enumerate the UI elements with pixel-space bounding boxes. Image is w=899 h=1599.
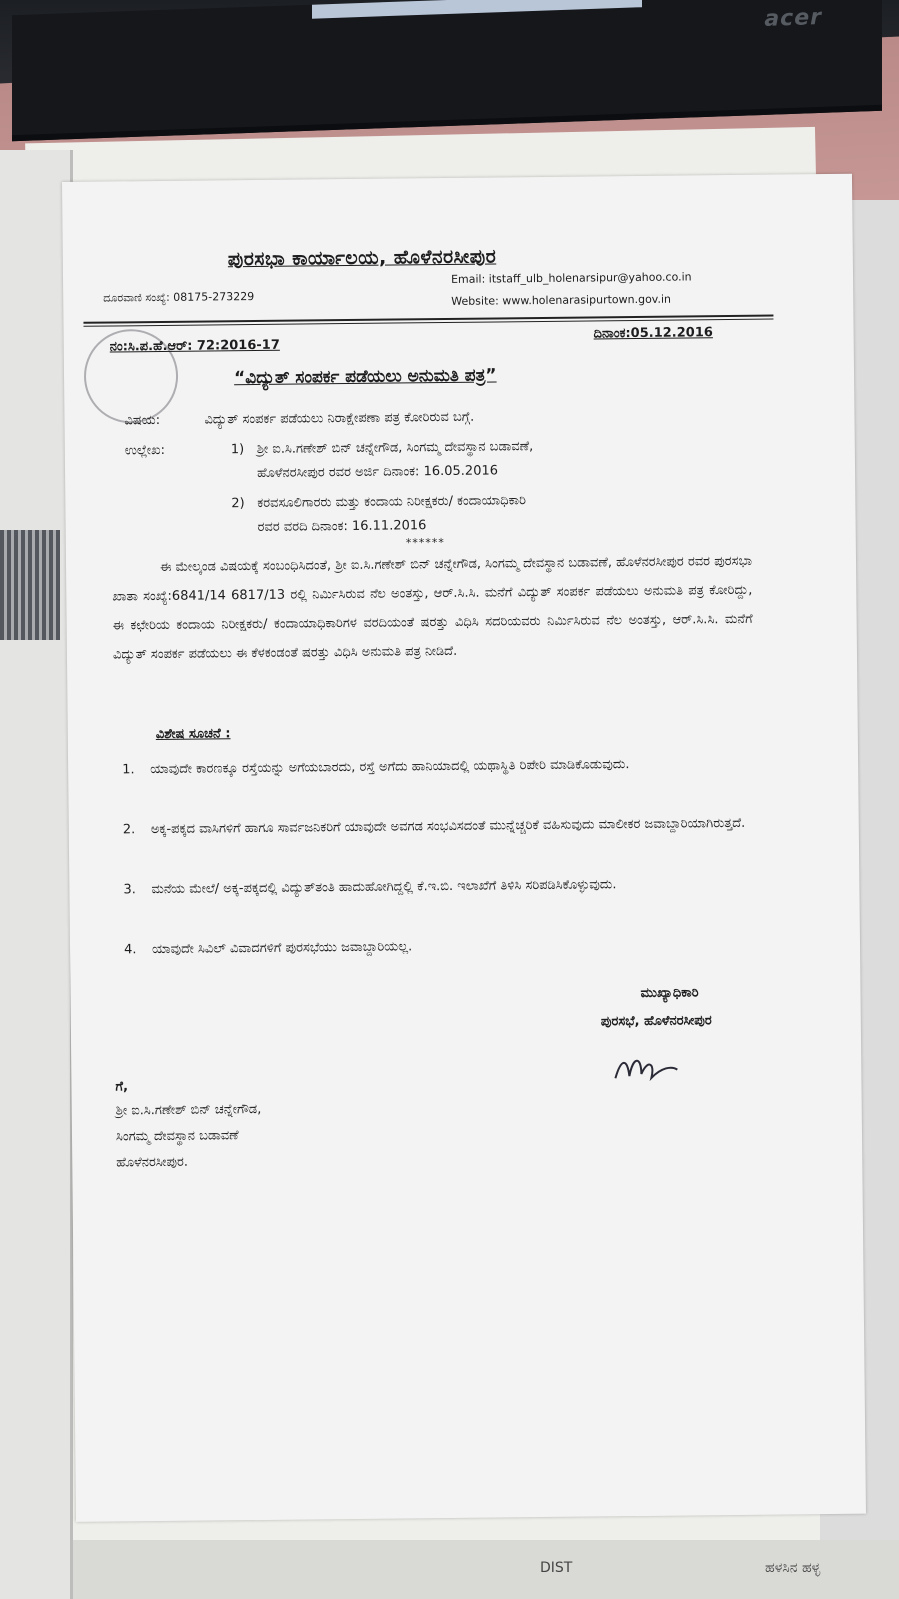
left-book bbox=[0, 150, 73, 1599]
letter-heading: “ವಿದ್ಯುತ್ ಸಂಪರ್ಕ ಪಡೆಯಲು ಅನುಮತಿ ಪತ್ರ” bbox=[233, 365, 497, 389]
note-text: ಅಕ್ಕ-ಪಕ್ಕದ ವಾಸಿಗಳಿಗೆ ಹಾಗೂ ಸಾರ್ವಜನಿಕರಿಗೆ ಯಾವುದೇ ಅವಗಡ ಸಂಭವಿಸದಂತೆ ಮುನ್ನೆಚ್ಚರಿಕೆ ವಹಿಸುವುದು ಮಾಲೀಕರ ಜವಾಬ್ದಾರಿಯಾಗಿರುತ್ತದೆ. bbox=[150, 815, 746, 838]
bottom-right-text: ಹಳಸಿನ ಹಳ್ಳ bbox=[765, 1560, 821, 1576]
notes-heading: ವಿಶೇಷ ಸೂಚನೆ : bbox=[155, 726, 231, 743]
note-number: 4. bbox=[123, 942, 137, 958]
reference-label: ಉಲ್ಲೇಖ: bbox=[124, 442, 166, 459]
qr-code bbox=[0, 530, 60, 640]
bottom-left-text: DIST bbox=[540, 1560, 573, 1576]
to-line-3: ಹೊಳೆನರಸೀಪುರ. bbox=[116, 1154, 189, 1171]
signatory-office: ಪುರಸಭೆ, ಹೊಳೆನರಸೀಪುರ bbox=[600, 1013, 712, 1030]
note-item bbox=[124, 929, 764, 965]
to-line-1: ಶ್ರೀ ಐ.ಸಿ.ಗಣೇಶ್ ಬಿನ್ ಚನ್ನೇಗೌಡ, bbox=[115, 1101, 262, 1119]
separator: ****** bbox=[405, 536, 445, 550]
note-item bbox=[122, 749, 762, 785]
signatory-title: ಮುಖ್ಯಾಧಿಕಾರಿ bbox=[640, 985, 699, 1001]
signature-mark bbox=[611, 1048, 681, 1089]
note-text: ಮನೆಯ ಮೇಲೆ/ ಅಕ್ಕ-ಪಕ್ಕದಲ್ಲಿ ವಿದ್ಯುತ್‌ತಂತಿ ಹಾದುಹೋಗಿದ್ದಲ್ಲಿ ಕೆ.ಇ.ಬಿ. ಇಲಾಖೆಗೆ ತಿಳಿಸಿ ಸರಿಪಡಿಸಿಕೊಳ್ಳುವುದು. bbox=[151, 877, 617, 898]
to-label: ಗೆ, bbox=[115, 1079, 129, 1095]
reference-num-1: 1) bbox=[230, 442, 245, 458]
reference-1-line-2: ಹೊಳೆನರಸೀಪುರ ರವರ ಅರ್ಜಿ ದಿನಾಂಕ: 16.05.2016 bbox=[256, 463, 499, 481]
note-number: 2. bbox=[122, 822, 136, 838]
reference-1-line-1: ಶ್ರೀ ಐ.ಸಿ.ಗಣೇಶ್ ಬಿನ್ ಚನ್ನೇಗೌಡ, ಸಿಂಗಮ್ಮ ದೇವಸ್ಥಾನ ಬಡಾವಣೆ, bbox=[256, 439, 534, 457]
phone-line: ದೂರವಾಣಿ ಸಂಖ್ಯೆ: 08175-273229 bbox=[103, 289, 255, 305]
reference-number: ನಂ:ಸಿ.ಪ.ಹೆ.ಆರ್: 72:2016-17 bbox=[109, 337, 280, 355]
to-line-2: ಸಿಂಗಮ್ಮ ದೇವಸ್ಥಾನ ಬಡಾವಣೆ bbox=[115, 1128, 239, 1145]
note-item bbox=[123, 809, 763, 845]
subject-label: ವಿಷಯ: bbox=[124, 412, 161, 429]
body-paragraph: ಈ ಮೇಲ್ಕಂಡ ವಿಷಯಕ್ಕೆ ಸಂಬಂಧಿಸಿದಂತೆ, ಶ್ರೀ ಐ.ಸಿ.ಗಣೇಶ್ ಬಿನ್ ಚನ್ನೇಗೌಡ, ಸಿಂಗಮ್ಮ ದೇವಸ್ಥಾನ ಬಡಾವಣೆ, ಹೊಳೆನರಸೀಪುರ ರವರ ಪುರಸಭಾ ಖಾತಾ ಸಂಖ್ಯೆ:6841/14 6817/13 ರಲ್ಲಿ ನಿರ್ಮಿಸಿರುವ ನೆಲ ಅಂತಸ್ತು, ಆರ್.ಸಿ.ಸಿ. ಮನೆಗೆ ವಿದ್ಯುತ್ ಸಂಪರ್ಕ ಪಡೆಯಲು ಅನುಮತಿ ಪತ್ರ ಕೋರಿದ್ದು, ಈ ಕಛೇರಿಯ ಕಂದಾಯ ನಿರೀಕ್ಷಕರು/ ಕಂದಾಯಾಧಿಕಾರಿಗಳ ವರದಿಯಂತೆ ಷರತ್ತು ವಿಧಿಸಿ ಸದರಿಯವರು ನಿರ್ಮಿಸಿರುವ ನೆಲ ಅಂತಸ್ತು, ಆರ್.ಸಿ.ಸಿ. ಮನೆಗೆ ವಿದ್ಯುತ್ ಸಂಪರ್ಕ ಪಡೆಯಲು ಈ ಕೆಳಕಂಡಂತೆ ಷರತ್ತು ವಿಧಿಸಿ ಅನುಮತಿ ಪತ್ರ ನೀಡಿದೆ. bbox=[112, 553, 753, 663]
email-line: Email: itstaff_ulb_holenarsipur@yahoo.co.in bbox=[450, 270, 692, 286]
note-text: ಯಾವುದೇ ಸಿವಿಲ್ ವಿವಾದಗಳಿಗೆ ಪುರಸಭೆಯು ಜವಾಬ್ದಾರಿಯಲ್ಲ. bbox=[151, 939, 413, 958]
subject-text: ವಿದ್ಯುತ್ ಸಂಪರ್ಕ ಪಡೆಯಲು ನಿರಾಕ್ಷೇಪಣಾ ಪತ್ರ ಕೋರಿರುವ ಬಗ್ಗೆ. bbox=[204, 409, 475, 428]
office-title: ಪುರಸಭಾ ಕಾರ್ಯಾಲಯ, ಹೊಳೆನರಸೀಪುರ bbox=[227, 245, 497, 271]
reference-2-line-2: ರವರ ವರದಿ ದಿನಾಂಕ: 16.11.2016 bbox=[257, 518, 427, 535]
note-number: 1. bbox=[122, 762, 135, 778]
note-item bbox=[123, 869, 763, 905]
reference-2-line-1: ಕರವಸೂಲಿಗಾರರು ಮತ್ತು ಕಂದಾಯ ನಿರೀಕ್ಷಕರು/ ಕಂದಾಯಾಧಿಕಾರಿ bbox=[257, 493, 526, 511]
letter-page bbox=[62, 174, 866, 1522]
letter-date: ದಿನಾಂಕ:05.12.2016 bbox=[593, 325, 713, 342]
website-line: Website: www.holenarasipurtown.gov.in bbox=[451, 292, 672, 308]
note-number: 3. bbox=[123, 882, 136, 898]
reference-num-2: 2) bbox=[231, 496, 245, 512]
monitor-screen bbox=[312, 0, 642, 19]
note-text: ಯಾವುದೇ ಕಾರಣಕ್ಕೂ ರಸ್ತೆಯನ್ನು ಅಗೆಯಬಾರದು, ರಸ್ತೆ ಅಗೆದು ಹಾನಿಯಾದಲ್ಲಿ ಯಥಾಸ್ಥಿತಿ ರಿಪೇರಿ ಮಾಡಿಕೊಡುವುದು. bbox=[150, 757, 630, 778]
monitor-brand: acer bbox=[764, 4, 822, 32]
